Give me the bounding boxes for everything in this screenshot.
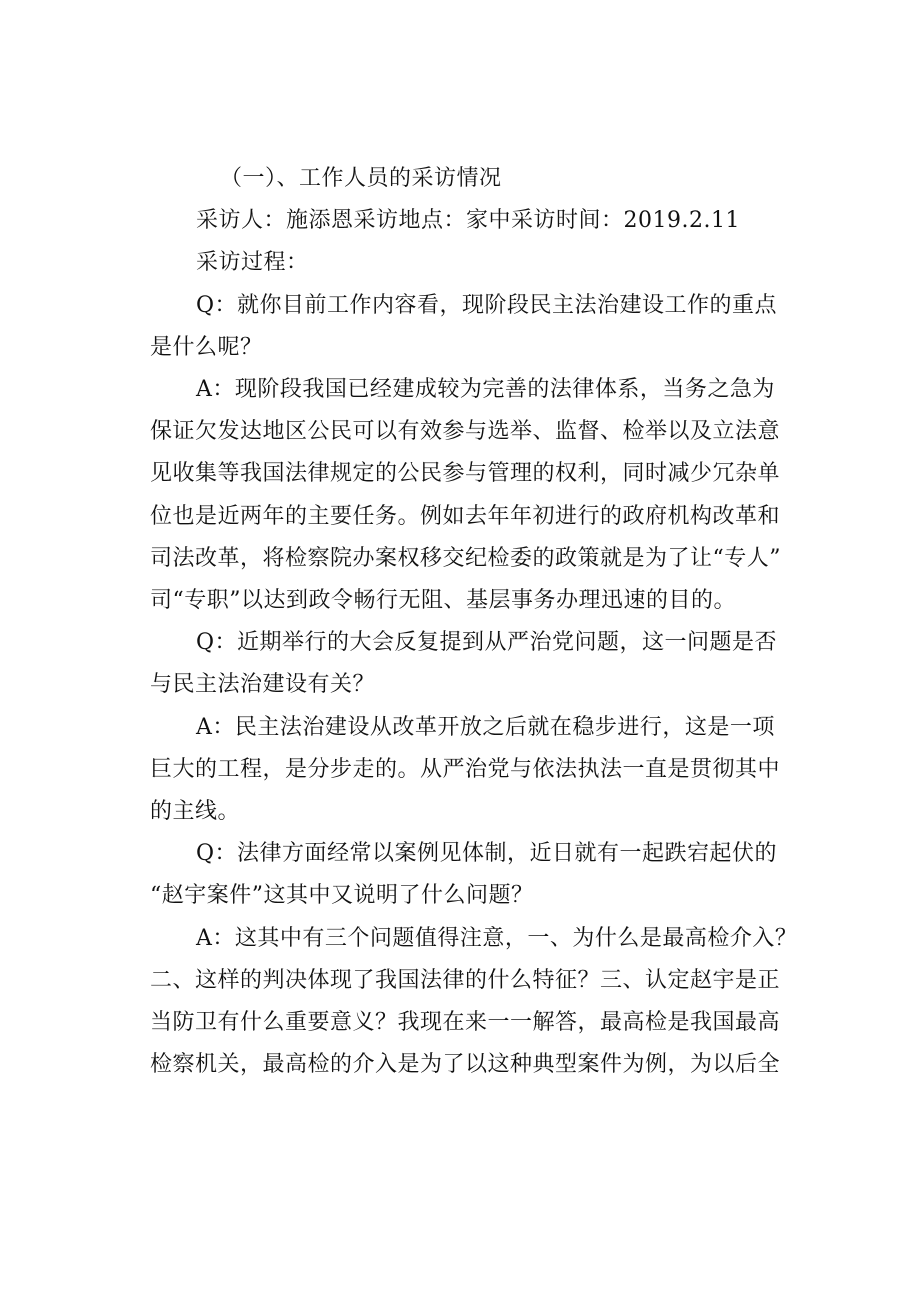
paragraph-line: Q：近期举行的大会反复提到从严治党问题，这一问题是否 xyxy=(196,630,778,656)
paragraph-line: Q：法律方面经常以案例见体制，近日就有一起跌宕起伏的 xyxy=(196,841,778,867)
qa-block-q2 xyxy=(150,622,810,706)
paragraph-line: 与民主法治建设有关？ xyxy=(150,672,376,698)
paragraph-line: 司法改革，将检察院办案权移交纪检委的政策就是为了让“专人” xyxy=(150,545,781,571)
qa-block-a1 xyxy=(150,369,810,622)
paragraph-line: 见收集等我国法律规定的公民参与管理的权利，同时减少冗杂单 xyxy=(150,461,781,487)
paragraph-line: A：民主法治建设从改革开放之后就在稳步进行，这是一项 xyxy=(196,714,775,740)
qa-block-a2 xyxy=(150,707,810,834)
qa-block-a3 xyxy=(150,918,810,1087)
interview-info: 采访人：施添恩采访地点：家中采访时间：2019.2.11 xyxy=(196,208,740,234)
paragraph-line: 是什么呢？ xyxy=(150,334,263,360)
paragraph-line: 司“专职”以达到政令畅行无阻、基层事务办理迅速的目的。 xyxy=(150,588,736,614)
paragraph-line: A：现阶段我国已经建成较为完善的法律体系，当务之急为 xyxy=(196,377,775,403)
section-heading: （一）、工作人员的采访情况 xyxy=(220,166,502,191)
process-label: 采访过程： xyxy=(196,250,309,276)
paragraph-line: A：这其中有三个问题值得注意，一、为什么是最高检介入？ xyxy=(196,925,798,951)
paragraph-line: 二、这样的判决体现了我国法律的什么特征？三、认定赵宇是正 xyxy=(150,967,781,993)
paragraph-line: 的主线。 xyxy=(150,799,241,825)
paragraph-line: 巨大的工程，是分步走的。从严治党与依法执法一直是贯彻其中 xyxy=(150,756,781,782)
qa-block-q3 xyxy=(150,833,810,917)
qa-block-q1 xyxy=(150,285,810,369)
paragraph-line: “赵宇案件”这其中又说明了什么问题？ xyxy=(150,883,534,909)
document-body xyxy=(150,158,810,1086)
paragraph-line: 保证欠发达地区公民可以有效参与选举、监督、检举以及立法意 xyxy=(150,419,781,445)
paragraph-line: Q：就你目前工作内容看，现阶段民主法治建设工作的重点 xyxy=(196,292,778,318)
paragraph-line: 当防卫有什么重要意义？我现在来一一解答，最高检是我国最高 xyxy=(150,1010,781,1036)
paragraph-line: 位也是近两年的主要任务。例如去年年初进行的政府机构改革和 xyxy=(150,503,781,529)
paragraph-line: 检察机关，最高检的介入是为了以这种典型案件为例，为以后全 xyxy=(150,1052,781,1078)
